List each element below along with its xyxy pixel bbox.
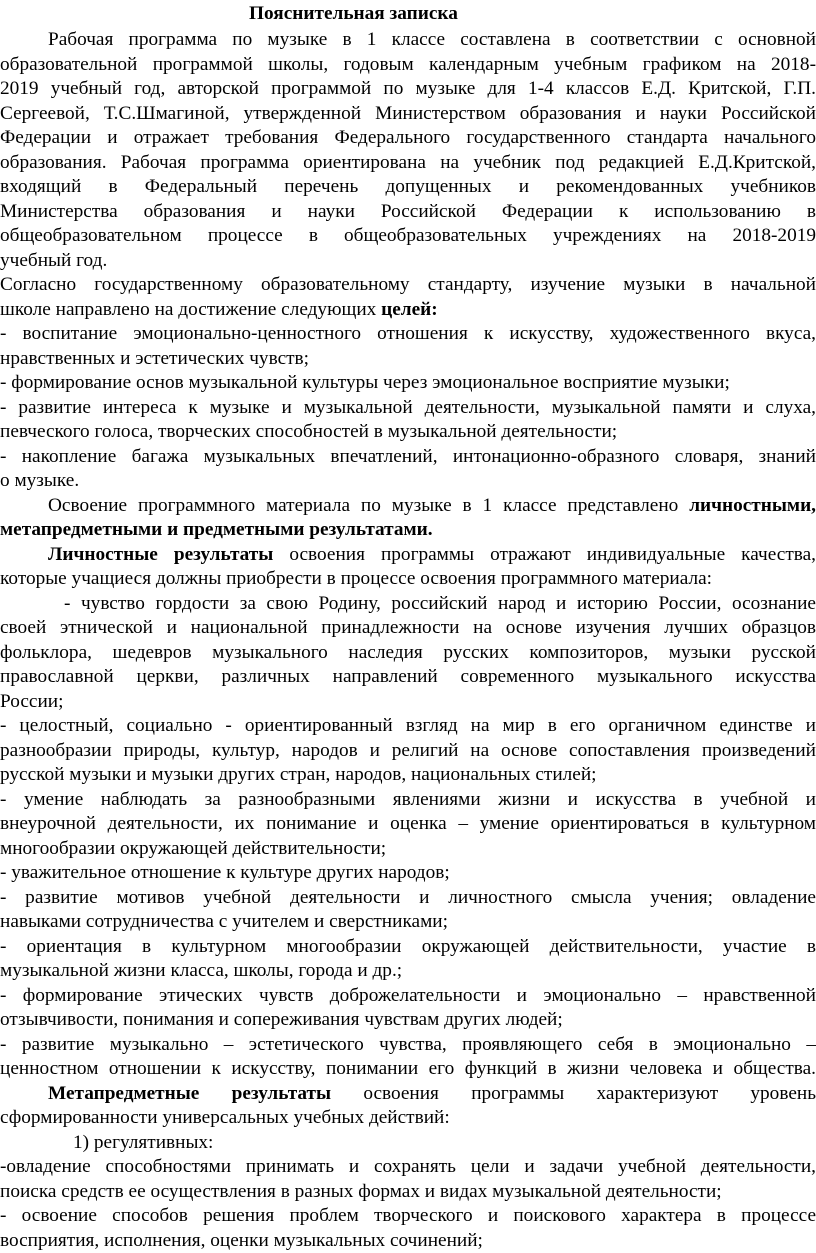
text-run: - формирование основ музыкальной культуры через эмоциональное восприятие музыки;	[0, 372, 730, 393]
text-run: освоения программы отражают индивидуальные качества,	[273, 543, 816, 565]
text-line	[0, 665, 816, 689]
text-run: русской музыки и музыки других стран, народов, национальных стилей;	[0, 764, 597, 785]
text-run: - ориентация в культурном многообразии окружающей действительности, участие в	[0, 935, 816, 957]
text-run: ценностном отношении к искусству, понимании его функций в жизни человека и общества.	[0, 1058, 816, 1079]
text-run: учебный год.	[0, 249, 108, 271]
text-run: 1) регулятивных:	[73, 1131, 214, 1153]
text-line	[0, 641, 816, 665]
text-line	[0, 298, 816, 322]
text-line	[0, 347, 816, 371]
text-run: -овладение способностями принимать и сохранять цели и задачи учебной деятельности,	[0, 1156, 816, 1177]
text-run: восприятия, исполнения, оценки музыкальных сочинений;	[0, 1229, 483, 1251]
text-line	[0, 935, 816, 959]
text-run: освоения программы характеризуют уровень	[331, 1082, 816, 1104]
text-run: - чувство гордости за свою Родину, российский народ и историю России, осознание	[64, 592, 816, 614]
text-run: сформированности универсальных учебных действий:	[0, 1107, 450, 1128]
text-run: православной церкви, различных направлений современного музыкального искусства	[0, 666, 816, 687]
text-line	[0, 273, 816, 297]
text-line	[0, 861, 816, 885]
text-run: музыкальной жизни класса, школы, города и др.;	[0, 960, 403, 981]
text-run: Федерации и отражает требования Федерального государственного стандарта начального	[0, 127, 816, 148]
text-line	[48, 494, 816, 518]
text-line	[0, 1057, 816, 1081]
text-run: Сергеевой, Т.С.Шмагиной, утвержденной Министерством образования и науки Российской	[0, 102, 816, 124]
text-run: навыками сотрудничества с учителем и сверстниками;	[0, 911, 448, 932]
text-line	[0, 788, 816, 812]
text-line	[0, 714, 816, 738]
bold-run: целей:	[381, 298, 438, 320]
text-run: России;	[0, 690, 64, 712]
text-line	[48, 28, 816, 52]
text-line	[0, 739, 816, 763]
text-line	[64, 592, 816, 616]
text-line	[0, 616, 816, 640]
text-line	[0, 1033, 816, 1057]
text-run: - целостный, социально - ориентированный взгляд на мир в его органичном единстве и	[0, 715, 816, 736]
text-line	[0, 396, 816, 420]
text-line	[0, 1106, 816, 1130]
text-line	[0, 1180, 816, 1204]
text-run: о музыке.	[0, 470, 80, 491]
text-line	[0, 567, 816, 591]
text-line	[48, 1082, 816, 1106]
text-line	[73, 1131, 816, 1155]
text-line	[0, 984, 816, 1008]
document-title: Пояснительная записка	[249, 3, 458, 24]
text-line	[0, 224, 816, 248]
text-run: поиска средств ее осуществления в разных формах и видах музыкальной деятельности;	[0, 1180, 722, 1202]
text-run: входящий в Федеральный перечень допущенных и рекомендованных учебников	[0, 176, 816, 197]
text-run: образовательной программой школы, годовым календарным учебным графиком на 2018-	[0, 53, 816, 75]
text-line	[0, 837, 816, 861]
text-run: - развитие мотивов учебной деятельности и личностного смысла учения; овладение	[0, 886, 816, 908]
text-line	[0, 763, 816, 787]
text-run: отзывчивости, понимания и сопереживания чувствам других людей;	[0, 1009, 563, 1030]
text-line	[0, 200, 816, 224]
text-run: певческого голоса, творческих способностей в музыкальной деятельности;	[0, 421, 618, 442]
text-line	[0, 1204, 816, 1228]
text-run: фольклора, шедевров музыкального наследия русских композиторов, музыки русской	[0, 641, 816, 663]
text-line	[0, 249, 816, 273]
bold-run: метапредметными и предметными результатами.	[0, 519, 433, 540]
text-line	[0, 1155, 816, 1179]
text-line	[0, 175, 816, 199]
text-run: Министерства образования и науки Российской Федерации к использованию в	[0, 200, 816, 222]
text-run: 2019 учебный год, авторской программой по музыке для 1-4 классов Е.Д. Критской, Г.П.	[0, 78, 816, 99]
text-line	[0, 77, 816, 101]
text-line	[0, 322, 816, 346]
text-run: - освоение способов решения проблем творческого и поискового характера в процессе	[0, 1205, 816, 1226]
text-line	[48, 543, 816, 567]
bold-run: личностными,	[689, 494, 816, 516]
text-run: разнообразии природы, культур, народов и религий на основе сопоставления произведений	[0, 739, 816, 761]
text-run: нравственных и эстетических чувств;	[0, 347, 310, 369]
text-line	[0, 126, 816, 150]
text-line	[0, 371, 816, 395]
text-line	[0, 1008, 816, 1032]
text-line	[0, 886, 816, 910]
bold-run: Метапредметные результаты	[48, 1082, 332, 1104]
text-line	[0, 910, 816, 934]
text-line	[0, 102, 816, 126]
text-line	[0, 959, 816, 983]
text-run: - умение наблюдать за разнообразными явлениями жизни и искусства в учебной и	[0, 788, 816, 810]
text-line	[0, 690, 816, 714]
text-run: своей этнической и национальной принадлежности на основе изучения лучших образцов	[0, 617, 816, 638]
text-run: образования. Рабочая программа ориентирована на учебник под редакцией Е.Д.Критской,	[0, 151, 816, 173]
text-line	[0, 53, 816, 77]
text-run: Освоение программного материала по музыке в 1 классе представлено	[48, 494, 690, 516]
text-run: - накопление багажа музыкальных впечатлений, интонационно-образного словаря, знаний	[0, 445, 816, 467]
text-line	[0, 518, 816, 542]
text-line	[0, 420, 816, 444]
text-line	[0, 445, 816, 469]
text-run: - формирование этических чувств доброжелательности и эмоционально – нравственной	[0, 984, 816, 1006]
text-line	[0, 151, 816, 175]
text-run: внеурочной деятельности, их понимание и оценка – умение ориентироваться в культурном	[0, 813, 816, 834]
text-run: многообразии окружающей действительности;	[0, 837, 387, 859]
text-run: школе направлено на достижение следующих	[0, 298, 382, 320]
text-run: Рабочая программа по музыке в 1 классе составлена в соответствии с основной	[48, 29, 816, 50]
text-line	[0, 1229, 816, 1253]
text-run: - развитие интереса к музыке и музыкальной деятельности, музыкальной памяти и слуха,	[0, 396, 816, 418]
text-run: Согласно государственному образовательному стандарту, изучение музыки в начальной	[0, 274, 816, 295]
text-run: - развитие музыкально – эстетического чувства, проявляющего себя в эмоционально –	[0, 1033, 816, 1055]
text-run: которые учащиеся должны приобрести в процессе освоения программного материала:	[0, 568, 712, 589]
text-run: - воспитание эмоционально-ценностного отношения к искусству, художественного вкуса,	[0, 323, 816, 344]
bold-run: Личностные результаты	[48, 543, 274, 565]
text-line	[0, 469, 816, 493]
text-run: - уважительное отношение к культуре других народов;	[0, 862, 450, 883]
text-line	[0, 812, 816, 836]
text-run: общеобразовательном процессе в общеобразовательных учреждениях на 2018-2019	[0, 225, 816, 246]
